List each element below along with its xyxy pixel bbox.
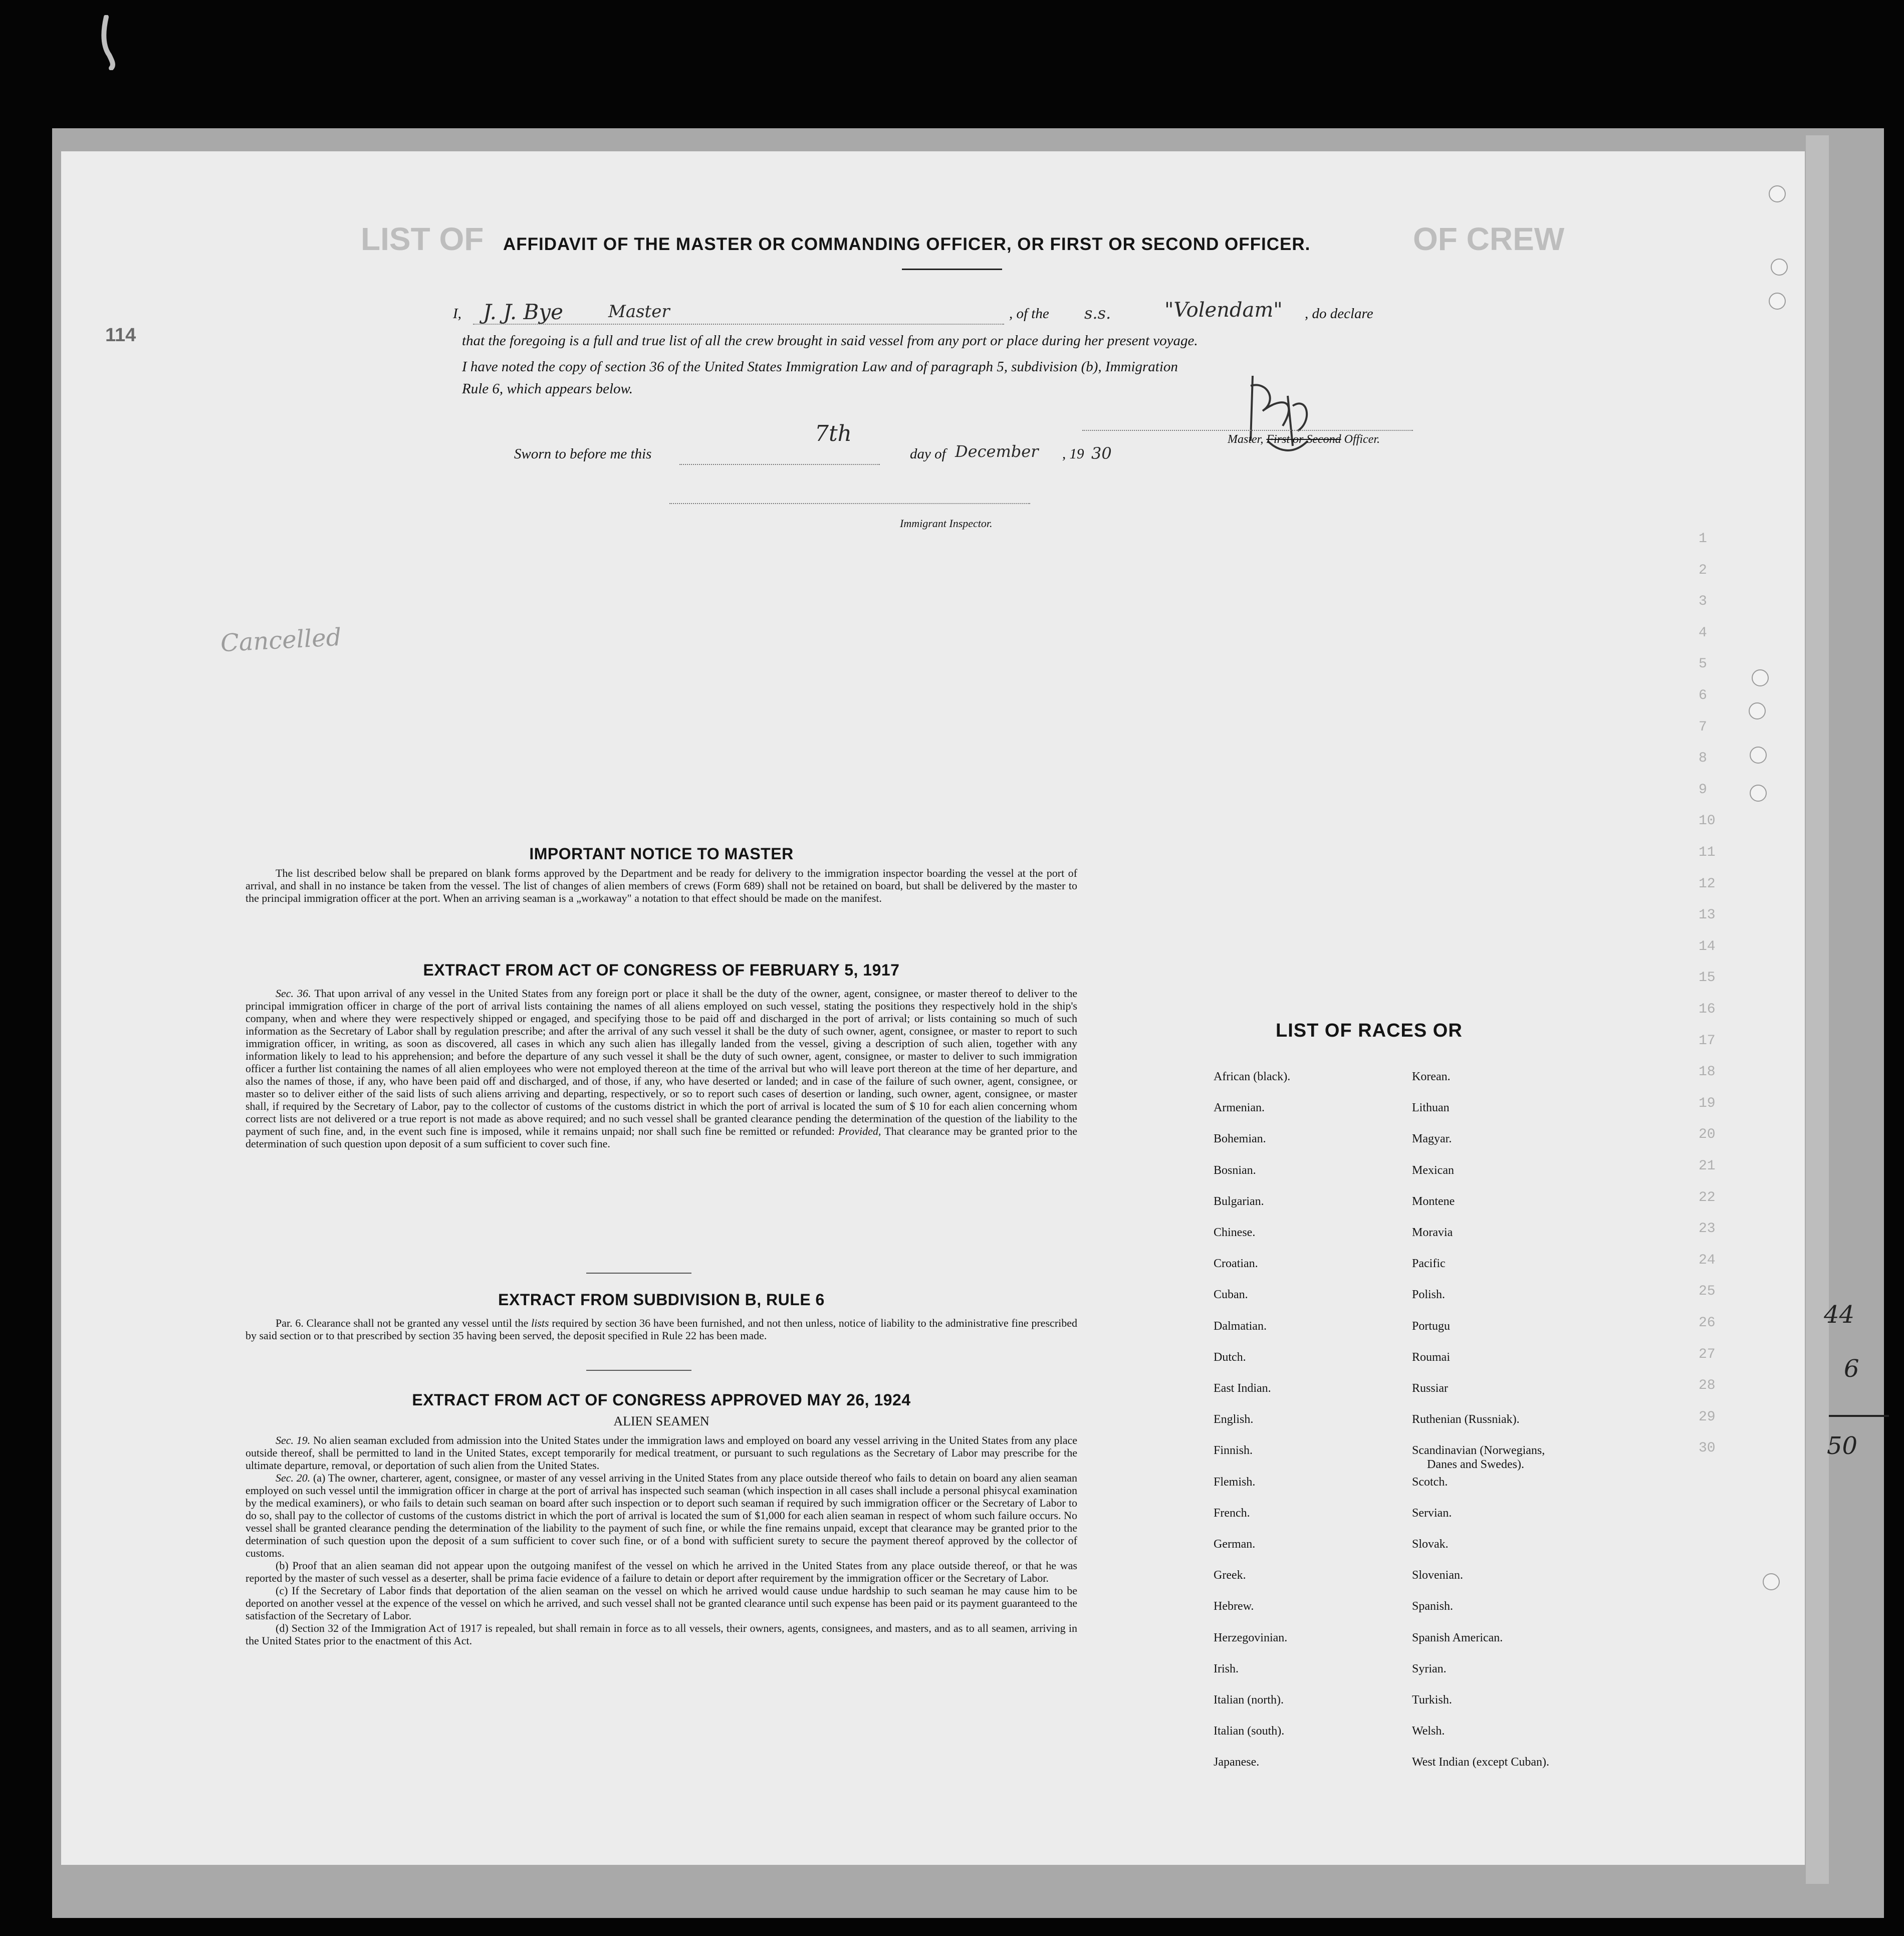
bleed-row-number: 18 bbox=[1699, 1064, 1716, 1080]
bleed-row-number: 23 bbox=[1699, 1221, 1716, 1237]
left-margin-number: 114 bbox=[105, 325, 136, 346]
tally-middle: 6 bbox=[1844, 1355, 1859, 1383]
handwritten-role: Master bbox=[608, 302, 670, 322]
bleed-row-number: 15 bbox=[1699, 970, 1716, 986]
scan-artifact-mark bbox=[99, 15, 119, 70]
extract-1917-text bbox=[246, 987, 1077, 1150]
punch-hole bbox=[1752, 669, 1769, 686]
handwritten-year: 30 bbox=[1091, 444, 1112, 463]
sec20b-body: (b) Proof that an alien seaman did not appear upon the outgoing manifest of the vessel on which he arrived in the United States from any place outside thereof, or that he was reported by the master of such vessel as a deserter, shall be prima facie evidence of a failure to detain or deport after requirement by the immigration officer or the Secretary of Labor. bbox=[246, 1559, 1077, 1584]
tally-total: 50 bbox=[1827, 1432, 1858, 1460]
bleed-row-number: 5 bbox=[1699, 656, 1707, 672]
bleed-row-number: 13 bbox=[1699, 907, 1716, 923]
race-item: Welsh. bbox=[1412, 1725, 1445, 1738]
race-item: Servian. bbox=[1412, 1506, 1452, 1520]
affidavit-line3: I have noted the copy of section 36 of the United States Immigration Law and of paragraph 5, subdivision (b), Immigration bbox=[462, 359, 1178, 375]
race-item: English. bbox=[1214, 1413, 1254, 1426]
race-item: Portugu bbox=[1412, 1319, 1451, 1333]
race-item: Russiar bbox=[1412, 1382, 1448, 1395]
race-item: Syrian. bbox=[1412, 1662, 1447, 1675]
sec19-label: Sec. 19. bbox=[276, 1434, 311, 1446]
bleed-heading: LIST OF bbox=[361, 221, 484, 257]
extract-1917-title: EXTRACT FROM ACT OF CONGRESS OF FEBRUARY 5, 1917 bbox=[423, 961, 900, 979]
name-fill-line bbox=[473, 324, 1004, 325]
extract-1924-text bbox=[246, 1434, 1077, 1647]
handwritten-vessel: "Volendam" bbox=[1164, 299, 1283, 322]
extract-1924-title: EXTRACT FROM ACT OF CONGRESS APPROVED MAY 26, 1924 bbox=[412, 1391, 911, 1409]
race-item: Armenian. bbox=[1214, 1101, 1265, 1115]
master-signature bbox=[1238, 366, 1328, 466]
proviso-label: Provided, bbox=[838, 1125, 881, 1137]
race-item: Italian (north). bbox=[1214, 1693, 1284, 1707]
section-rule bbox=[586, 1370, 691, 1371]
race-item: Finnish. bbox=[1214, 1444, 1253, 1458]
race-item: Italian (south). bbox=[1214, 1725, 1285, 1738]
day-fill-line bbox=[679, 464, 880, 465]
race-item: French. bbox=[1214, 1506, 1250, 1520]
punch-hole bbox=[1750, 747, 1767, 764]
race-item: Ruthenian (Russniak). bbox=[1412, 1413, 1520, 1426]
bleed-heading-right: OF CREW bbox=[1413, 221, 1565, 257]
race-item-danes-swedes: Danes and Swedes). bbox=[1427, 1458, 1524, 1471]
bleed-row-number: 17 bbox=[1699, 1033, 1716, 1049]
bleed-row-number: 11 bbox=[1699, 845, 1716, 860]
race-item: Pacific bbox=[1412, 1257, 1446, 1271]
race-item: Herzegovinian. bbox=[1214, 1631, 1288, 1644]
race-item: Slovak. bbox=[1412, 1538, 1449, 1551]
master-caption bbox=[1228, 433, 1380, 446]
race-item: Moravia bbox=[1412, 1226, 1453, 1239]
sec20a-body: (a) The owner, charterer, agent, consignee, or master of any vessel arriving in the United States from any place outside thereof who fails to detain on board any alien seaman employed on such vessel until the immigration officer in charge at the port of arrival has inspected such seaman (which inspection in all cases shall include a personal phisycal examination by the medical examiners), or who fails to detain such seaman on board after such inspection or to deport such seaman if required by such immigration officer or the Secretary of Labor to do so, shall pay to the collector of customs of the customs district in which the port of arrival is located the sum of $1,000 for each alien seaman in respect of whom such failure occurs. No vessel shall be granted clearance pending the determination of the liability to the payment of such fine, or while the fine remains unpaid, except that clearance may be granted prior to the determination of such question upon the deposit of a sum sufficient to cover such fine, or of a bond with sufficient surety to secure the payment thereof approved by the collector of customs. bbox=[246, 1472, 1078, 1559]
race-item: Japanese. bbox=[1214, 1756, 1260, 1769]
race-item: Mexican bbox=[1412, 1163, 1454, 1177]
bleed-row-number: 7 bbox=[1699, 719, 1707, 735]
race-item: Irish. bbox=[1214, 1662, 1239, 1675]
sworn-day-of: day of bbox=[910, 446, 946, 462]
race-item: Bosnian. bbox=[1214, 1163, 1256, 1177]
races-title: LIST OF RACES OR bbox=[1276, 1020, 1463, 1041]
master-label: Master, bbox=[1228, 433, 1264, 446]
race-item: Chinese. bbox=[1214, 1226, 1256, 1239]
bleed-row-number: 30 bbox=[1699, 1440, 1716, 1457]
bleed-row-number: 14 bbox=[1699, 938, 1716, 954]
bleed-row-number: 20 bbox=[1699, 1127, 1716, 1143]
notice-title: IMPORTANT NOTICE TO MASTER bbox=[529, 845, 794, 863]
race-item: Spanish. bbox=[1412, 1600, 1454, 1613]
race-item: Dutch. bbox=[1214, 1350, 1246, 1364]
tally-rule bbox=[1829, 1415, 1889, 1417]
race-item: German. bbox=[1214, 1538, 1256, 1551]
declare-suffix: , do declare bbox=[1305, 306, 1373, 322]
par6-text-b: required by section 36 have been furnished, and not then unless, notice of liability to the administrative fine prescribed by said section or to that prescribed by section 35 having been served, the deposit specified in Rule 22 has been made. bbox=[246, 1317, 1078, 1342]
section-rule bbox=[586, 1273, 691, 1274]
race-item: Magyar. bbox=[1412, 1132, 1452, 1146]
bleed-row-number: 16 bbox=[1699, 1002, 1716, 1017]
declare-prefix: I, bbox=[453, 306, 461, 322]
punch-hole bbox=[1763, 1573, 1780, 1590]
race-item: Scotch. bbox=[1412, 1475, 1448, 1489]
race-item: Roumai bbox=[1412, 1350, 1450, 1364]
bleed-row-number: 6 bbox=[1699, 688, 1707, 703]
race-item: Montene bbox=[1412, 1194, 1455, 1208]
race-item: Greek. bbox=[1214, 1569, 1246, 1582]
bleed-row-number: 10 bbox=[1699, 813, 1716, 829]
punch-hole bbox=[1771, 259, 1788, 276]
bleed-row-number: 29 bbox=[1699, 1409, 1716, 1425]
signature-fill-line bbox=[1082, 430, 1413, 431]
punch-hole bbox=[1750, 785, 1767, 802]
sworn-year-prefix: , 19 bbox=[1062, 446, 1084, 462]
affidavit-line1 bbox=[453, 299, 1435, 327]
proviso-body: That clearance may be granted prior to the determination of such question upon deposit of a sum sufficient to cover such fine. bbox=[246, 1125, 1078, 1150]
officer-label: Officer. bbox=[1344, 433, 1380, 446]
tally-top: 44 bbox=[1824, 1301, 1855, 1329]
title-rule bbox=[902, 269, 1002, 270]
punch-hole bbox=[1769, 185, 1786, 202]
bleed-scribble: Cancelled bbox=[219, 623, 342, 658]
race-item: Lithuan bbox=[1412, 1101, 1450, 1115]
race-item: Korean. bbox=[1412, 1070, 1451, 1083]
bleed-row-number: 1 bbox=[1699, 531, 1707, 547]
race-item: West Indian (except Cuban). bbox=[1412, 1756, 1549, 1769]
struck-officer-label: First or Second bbox=[1266, 433, 1341, 446]
alien-seamen-subtitle: ALIEN SEAMEN bbox=[613, 1414, 709, 1428]
subdivision-b-text bbox=[246, 1317, 1077, 1342]
subdivision-b-title: EXTRACT FROM SUBDIVISION B, RULE 6 bbox=[498, 1291, 825, 1309]
sec20-label: Sec. 20. bbox=[276, 1472, 311, 1484]
affidavit-line2: that the foregoing is a full and true list of all the crew brought in said vessel from any port or place during her present voyage. bbox=[462, 333, 1198, 349]
bleed-row-number: 28 bbox=[1699, 1378, 1716, 1394]
notice-paragraph: The list described below shall be prepared on blank forms approved by the Department and be ready for delivery to the immigration inspector boarding the vessel at the port of arrival, and shall in no instance be taken from the vessel. The list of changes of alien members of crews (Form 689) shall not be retained on board, but shall be delivered by the master to the principal immigration officer at the port. When an arriving seaman is a „workaway" a notation to that effect should be made on the manifest. bbox=[246, 867, 1077, 904]
bleed-row-number: 12 bbox=[1699, 876, 1716, 892]
race-item: East Indian. bbox=[1214, 1382, 1271, 1395]
inspector-fill-line bbox=[669, 503, 1030, 504]
bleed-row-number: 9 bbox=[1699, 782, 1707, 798]
race-item: Bohemian. bbox=[1214, 1132, 1266, 1146]
par6-lists-word: lists bbox=[531, 1317, 549, 1329]
race-item: Cuban. bbox=[1214, 1288, 1248, 1302]
sec20d-body: (d) Section 32 of the Immigration Act of 1917 is repealed, but shall remain in force as to all vessels, their owners, agents, consignees, and masters, and as to all seamen, arriving in the United States prior to the enactment of this Act. bbox=[246, 1622, 1077, 1647]
handwritten-day: 7th bbox=[815, 421, 852, 446]
punch-hole bbox=[1749, 702, 1766, 719]
affidavit-title: AFFIDAVIT OF THE MASTER OR COMMANDING OFFICER, OR FIRST OR SECOND OFFICER. bbox=[503, 234, 1311, 254]
par6-text-a: Par. 6. Clearance shall not be granted any vessel until the bbox=[276, 1317, 529, 1329]
race-item: Dalmatian. bbox=[1214, 1319, 1267, 1333]
bleed-row-number: 8 bbox=[1699, 751, 1707, 767]
bleed-row-number: 25 bbox=[1699, 1284, 1716, 1300]
bleed-row-number: 24 bbox=[1699, 1252, 1716, 1268]
bleed-row-number: 22 bbox=[1699, 1189, 1716, 1205]
race-item: Croatian. bbox=[1214, 1257, 1258, 1271]
sec19-body: No alien seaman excluded from admission into the United States under the immigration laws and employed on board any vessel arriving in the United States from any place outside thereof, shall be permitted to land in the United States, except temporarily for medical treatment, or pursuant to such regulations as the Secretary of Labor may prescribe for the ultimate departure, removal, or deportation of such alien from the United States. bbox=[246, 1434, 1077, 1472]
bleed-row-number: 19 bbox=[1699, 1095, 1716, 1111]
paper-edge bbox=[1806, 135, 1829, 1884]
punch-hole bbox=[1769, 293, 1786, 310]
race-item: Flemish. bbox=[1214, 1475, 1256, 1489]
bleed-row-number: 27 bbox=[1699, 1346, 1716, 1362]
race-item: Turkish. bbox=[1412, 1693, 1452, 1707]
bleed-row-number: 2 bbox=[1699, 562, 1707, 578]
race-item: Hebrew. bbox=[1214, 1600, 1254, 1613]
bleed-row-number: 3 bbox=[1699, 594, 1707, 610]
inspector-caption: Immigrant Inspector. bbox=[900, 517, 993, 530]
sec36-label: Sec. 36. bbox=[276, 987, 311, 1000]
bleed-row-number: 4 bbox=[1699, 625, 1707, 641]
sworn-prefix: Sworn to before me this bbox=[514, 446, 652, 462]
race-item: Bulgarian. bbox=[1214, 1194, 1264, 1208]
sec20c-body: (c) If the Secretary of Labor finds that deportation of the alien seaman on the vessel on which he arrived would cause undue hardship to such seaman he may cause him to be deported on another vessel at the expence of the vessel on which he arrived, and such vessel shall not be granted clearance until such expense has been paid or its payment guaranteed to the satisfaction of the Secretary of Labor. bbox=[246, 1584, 1077, 1622]
handwritten-name: J. J. Bye bbox=[483, 300, 564, 324]
handwritten-month: December bbox=[955, 442, 1039, 461]
race-item: Scandinavian (Norwegians, bbox=[1412, 1444, 1545, 1458]
of-the-label: , of the bbox=[1009, 306, 1049, 322]
sworn-line bbox=[514, 421, 1165, 471]
race-item: Spanish American. bbox=[1412, 1631, 1503, 1644]
bleed-row-number: 21 bbox=[1699, 1158, 1716, 1174]
bleed-row-number: 26 bbox=[1699, 1315, 1716, 1331]
race-item: Slovenian. bbox=[1412, 1569, 1463, 1582]
affidavit-line4: Rule 6, which appears below. bbox=[462, 381, 633, 397]
race-item: African (black). bbox=[1214, 1070, 1291, 1083]
notice-text bbox=[246, 867, 1077, 904]
sec36-body: That upon arrival of any vessel in the United States from any foreign port or place it shall be the duty of the owner, agent, consignee, or master thereof to deliver to the principal immigration officer in charge of the port of arrival lists containing the names of all aliens employed on such vessel, stating the positions they respectively hold in the ship's company, when and where they were respectively shipped or engaged, and specifying those to be paid off and discharged in the port of arrival; or lists containing so much of such information as the Secretary of Labor shall by regulation prescribe; and after the arrival of any such vessel it shall be the duty of such owner, agent, consignee, or master to report to such immigration officer, in writing, as soon as discovered, all cases in which any such alien has illegally landed from the vessel, giving a description of such alien, together with any information likely to lead to his apprehension; and before the departure of any such vessel it shall be the duty of such owner, agent, consignee, or master to deliver to such immigration officer a further list containing the names of all alien employees who were not employed thereon at the time of the arrival but who will leave port thereon at the time of her departure, and also the names of those, if any, who have been paid off and discharged, and of those, if any, who have deserted or landed; and in case of the failure of such owner, agent, consignee, or master so to deliver either of the said lists of such aliens arriving and departing, respectively, or so to report such cases of desertion or landing, such owner, agent, consignee, or master shall, if required by the Secretary of Labor, pay to the collector of customs of the customs district in which the port of arrival is located the sum of $ 10 for each alien concerning whom correct lists are not delivered or a true report is not made as above required; and no such vessel shall be granted clearance pending the determination of the question of the liability to the payment of such fine, and, in the event such fine is imposed, while it remains unpaid; nor shall such fine be remitted or refunded: bbox=[246, 987, 1078, 1137]
handwritten-ss: s.s. bbox=[1084, 304, 1111, 323]
race-item: Polish. bbox=[1412, 1288, 1446, 1302]
